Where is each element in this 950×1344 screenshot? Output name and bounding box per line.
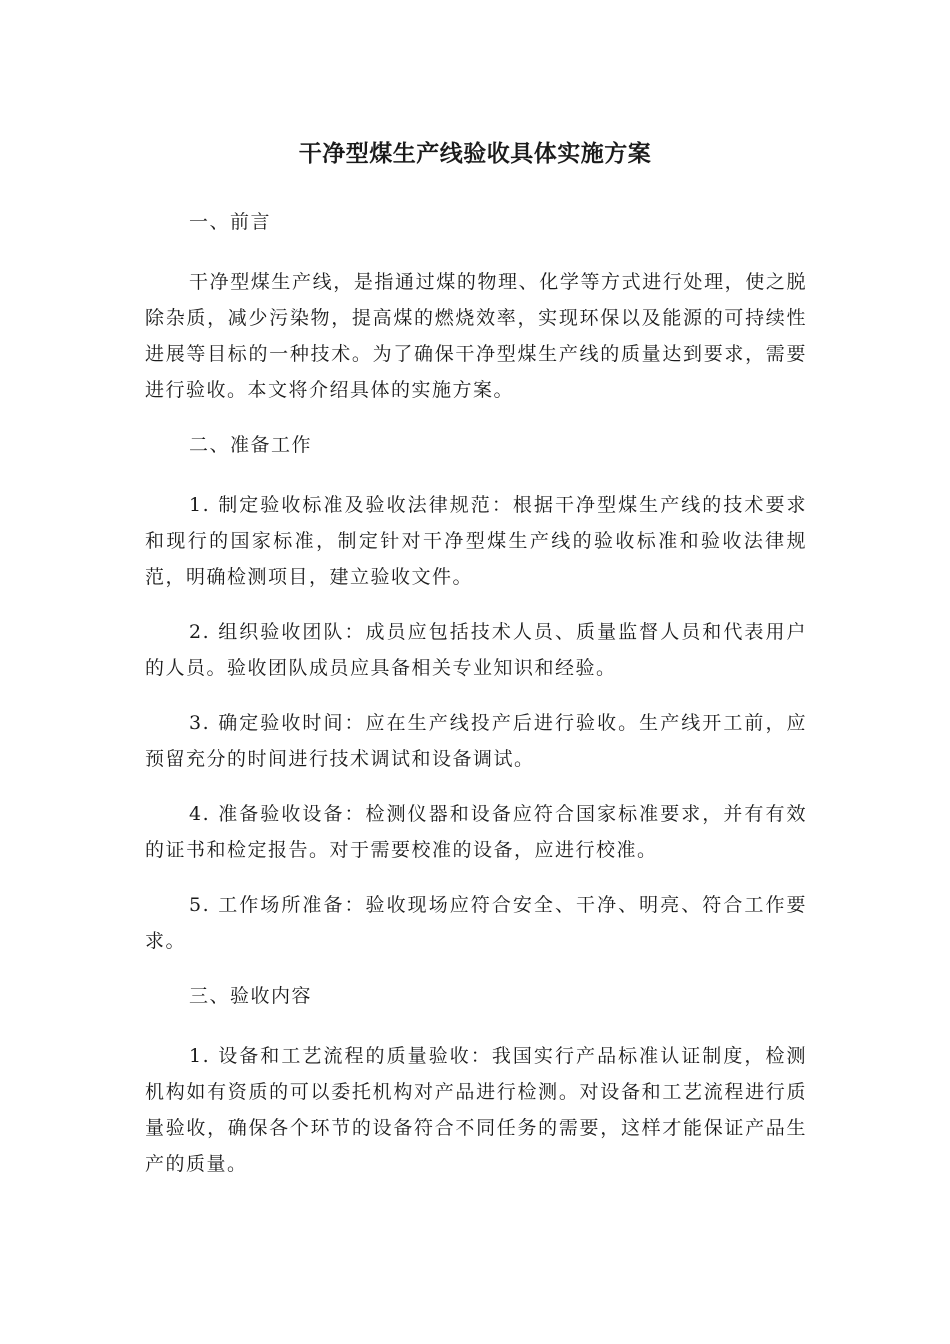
section-heading-preface: 一、前言 [189, 211, 272, 233]
list-item-preparation-3: 3. 确定验收时间：应在生产线投产后进行验收。生产线开工前，应预留充分的时间进行技术调试和设备调试。 [145, 712, 807, 770]
list-item-preparation-5: 5. 工作场所准备：验收现场应符合安全、干净、明亮、符合工作要求。 [145, 894, 807, 952]
list-item-acceptance-1: 1. 设备和工艺流程的质量验收：我国实行产品标准认证制度，检测机构如有资质的可以委托机构对产品进行检测。对设备和工艺流程进行质量验收，确保各个环节的设备符合不同任务的需要，这样才能保证产品生产的质量。 [145, 1045, 807, 1175]
document-body [145, 204, 807, 1201]
document-title: 干净型煤生产线验收具体实施方案 [298, 141, 652, 167]
paragraph-preface: 干净型煤生产线，是指通过煤的物理、化学等方式进行处理，使之脱除杂质，减少污染物，提高煤的燃烧效率，实现环保以及能源的可持续性进展等目标的一种技术。为了确保干净型煤生产线的质量达到要求，需要进行验收。本文将介绍具体的实施方案。 [145, 271, 807, 401]
list-item-preparation-4: 4. 准备验收设备：检测仪器和设备应符合国家标准要求，并有有效的证书和检定报告。对于需要校准的设备，应进行校准。 [145, 803, 807, 861]
section-heading-acceptance-content: 三、验收内容 [189, 985, 313, 1007]
list-item-preparation-1: 1. 制定验收标准及验收法律规范：根据干净型煤生产线的技术要求和现行的国家标准，制定针对干净型煤生产线的验收标准和验收法律规范，明确检测项目，建立验收文件。 [145, 494, 807, 588]
list-item-preparation-2: 2. 组织验收团队：成员应包括技术人员、质量监督人员和代表用户的人员。验收团队成员应具备相关专业知识和经验。 [145, 621, 807, 679]
section-heading-preparation: 二、准备工作 [189, 434, 313, 456]
